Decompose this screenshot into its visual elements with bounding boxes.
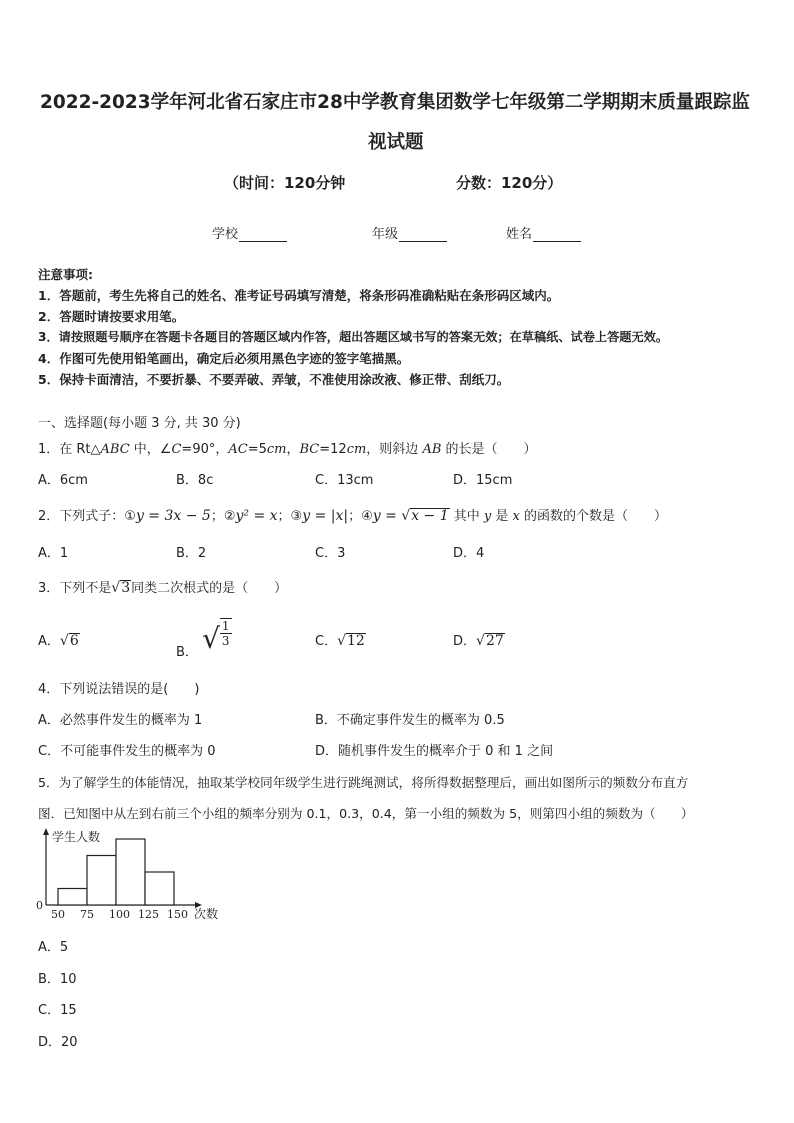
q2-expr-1: y = 3x − 5 — [135, 508, 211, 524]
histogram-bar — [116, 839, 145, 905]
section-heading: 一、选择题(每小题 3 分, 共 30 分) — [38, 416, 241, 431]
x-tick-label: 100 — [109, 908, 130, 921]
q3-option-a[interactable]: A．√6 — [38, 633, 79, 649]
name-field[interactable] — [506, 223, 581, 242]
q2-expr-2: y² = x — [235, 508, 278, 524]
notice-item-3: 3．请按照题号顺序在答题卡各题目的答题区域内作答，超出答题区域书写的答案无效；在草稿纸、试卷上答题无效。 — [38, 330, 669, 344]
exam-time: （时间：120分钟 — [224, 174, 346, 192]
q1-option-c[interactable]: C．13cm — [315, 473, 374, 488]
school-blank[interactable] — [239, 229, 287, 242]
q2-option-a[interactable]: A．1 — [38, 546, 69, 561]
q4-option-c[interactable]: C．不可能事件发生的概率为 0 — [38, 744, 216, 759]
y-axis-label: 学生人数 — [52, 830, 101, 844]
q2-expr-4: y = √x − 1 — [372, 508, 449, 524]
q2-option-d[interactable]: D．4 — [453, 546, 485, 561]
notice-item-1: 1．答题前，考生先将自己的姓名、准考证号码填写清楚，将条形码准确粘贴在条形码区域内。 — [38, 288, 560, 303]
x-tick-label: 125 — [138, 908, 159, 921]
histogram-bar — [145, 872, 174, 905]
notice-item-4: 4．作图可先使用铅笔画出，确定后必须用黑色字迹的签字笔描黑。 — [38, 351, 410, 366]
x-tick-label: 50 — [51, 908, 65, 921]
exam-score: 分数：120分） — [456, 174, 563, 192]
histogram-chart — [30, 825, 230, 925]
q1-option-b[interactable]: B．8c — [176, 473, 214, 488]
q3-option-d[interactable]: D．√27 — [453, 633, 504, 649]
q5-option-d[interactable]: D．20 — [38, 1035, 78, 1050]
notice-heading: 注意事项: — [38, 267, 93, 282]
grade-blank[interactable] — [399, 229, 447, 242]
name-label: 姓名 — [506, 227, 533, 242]
histogram-bar — [87, 856, 116, 906]
y-axis-arrow — [43, 828, 49, 835]
notice-item-2: 2．答题时请按要求用笔。 — [38, 309, 185, 324]
q1-option-d[interactable]: D．15cm — [453, 473, 513, 488]
q1-stem: 1．在 Rt△ABC 中，∠C=90°，AC=5cm，BC=12cm，则斜边 AB 的长是（ ） — [38, 442, 537, 457]
q5-stem-line1: 5．为了解学生的体能情况，抽取某学校同年级学生进行跳绳测试，将所得数据整理后，画出如图所示的频数分布直方 — [38, 775, 689, 790]
q5-stem-line2: 图．已知图中从左到右前三个小组的频率分别为 0.1，0.3，0.4，第一小组的频数为 5，则第四小组的频数为（ ） — [38, 806, 694, 821]
q5-option-a[interactable]: A．5 — [38, 940, 69, 955]
q2-option-c[interactable]: C．3 — [315, 546, 346, 561]
histogram-bar — [58, 889, 87, 906]
q4-stem: 4．下列说法错误的是( ) — [38, 682, 200, 697]
q2-option-b[interactable]: B．2 — [176, 546, 207, 561]
q4-option-d[interactable]: D．随机事件发生的概率介于 0 和 1 之间 — [315, 744, 554, 759]
q5-option-b[interactable]: B．10 — [38, 972, 77, 987]
x-tick-label: 150 — [167, 908, 188, 921]
q2-stem: 2．下列式子：①y = 3x − 5；②y² = x；③y = |x|；④y = √x − 1 其中 y 是 x 的函数的个数是（ ） — [38, 508, 668, 524]
notice-item-5: 5．保持卡面清洁，不要折暴、不要弄破、弄皱，不准使用涂改液、修正带、刮纸刀。 — [38, 372, 510, 387]
name-blank[interactable] — [533, 229, 581, 242]
page-title-line1: 2022-2023学年河北省石家庄市28中学教育集团数学七年级第二学期期末质量跟踪监 — [40, 92, 750, 113]
x-axis-label: 次数 — [194, 907, 219, 921]
q5-option-c[interactable]: C．15 — [38, 1003, 77, 1018]
q4-option-a[interactable]: A．必然事件发生的概率为 1 — [38, 713, 203, 728]
school-label: 学校 — [212, 227, 239, 242]
grade-field[interactable] — [372, 223, 447, 242]
q2-expr-3: y = |x| — [302, 508, 349, 524]
x-tick-label: 75 — [80, 908, 94, 921]
q1-option-a[interactable]: A．6cm — [38, 473, 88, 488]
page-title-line2: 视试题 — [368, 132, 424, 153]
x-tick-label: 0 — [36, 899, 43, 912]
grade-label: 年级 — [372, 227, 399, 242]
q4-option-b[interactable]: B．不确定事件发生的概率为 0.5 — [315, 713, 505, 728]
q3-stem: 3．下列不是√3同类二次根式的是（ ） — [38, 580, 288, 596]
q3-option-c[interactable]: C．√12 — [315, 633, 365, 649]
q3-option-b[interactable]: B． √ $\frac{1}{3}$ — [176, 619, 230, 660]
school-field[interactable] — [212, 223, 287, 242]
